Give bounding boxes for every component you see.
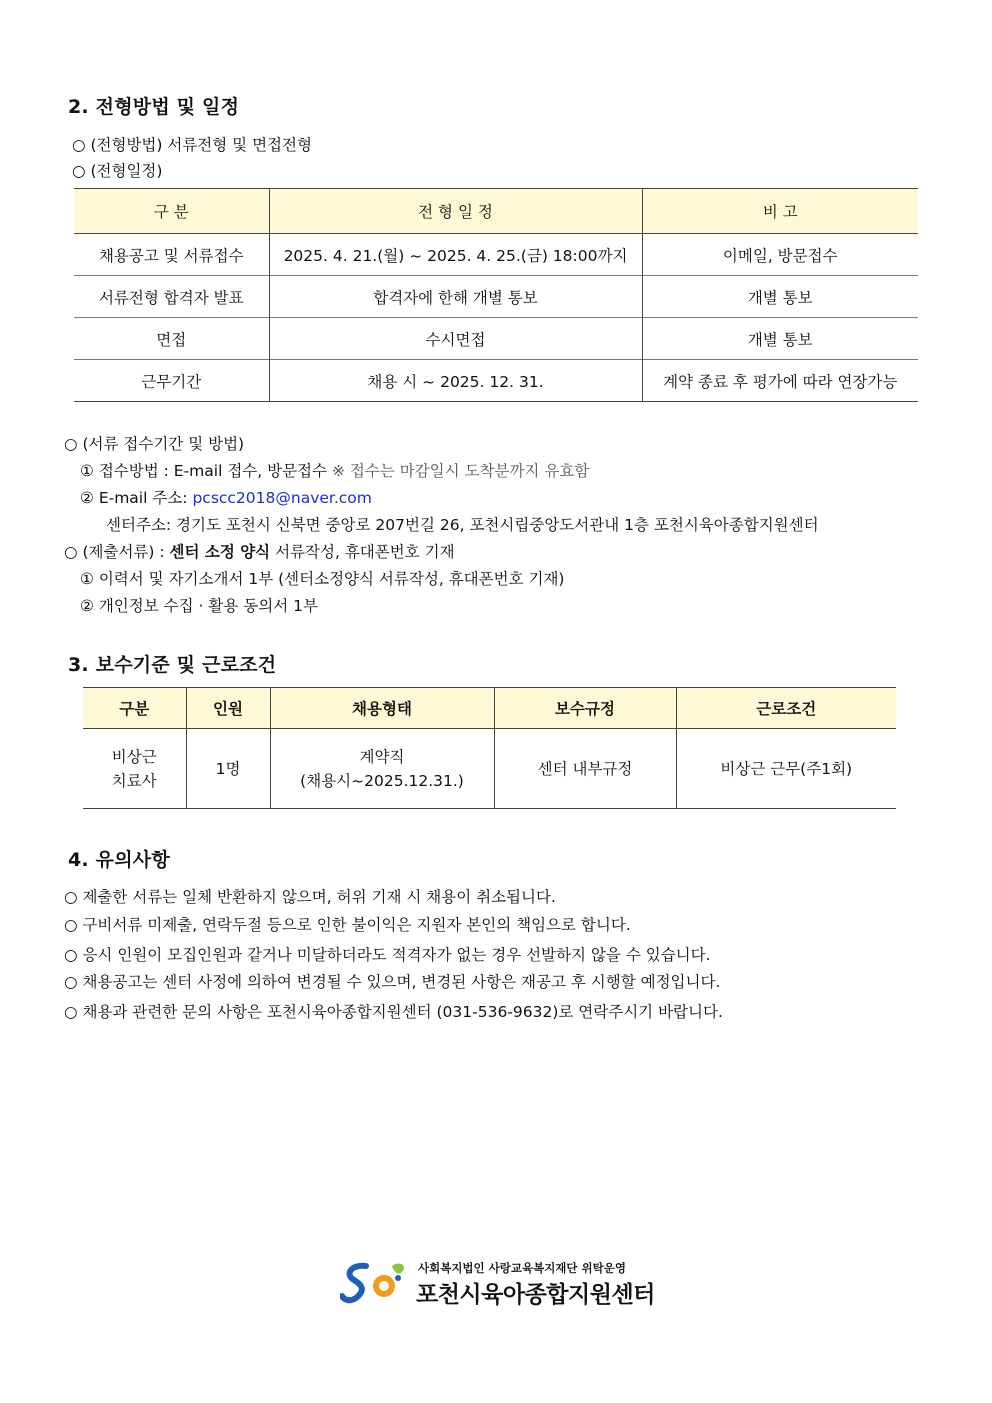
pay-header-count: 인원 [186,688,270,729]
schedule-label: ○ (전형일정) [72,162,163,180]
notice-item: ○ 채용과 관련한 문의 사항은 포천시육아종합지원센터 (031-536-9632)로 연락주시기 바랍니다. [64,1003,723,1021]
schedule-cell: 이메일, 방문접수 [642,234,918,276]
center-logo [340,1258,670,1308]
documents-line [64,540,455,562]
notice-item: ○ 구비서류 미제출, 연락두절 등으로 인한 불이익은 지원자 본인의 책임으로 합니다. [64,916,631,934]
pay-employment-line2: (채용시~2025.12.31.) [300,771,464,790]
application-method-line [80,459,589,481]
table-row [74,318,918,360]
schedule-cell: 개별 통보 [642,318,918,360]
table-row [74,276,918,318]
table-row [74,234,918,276]
notice-item: ○ 응시 인원이 모집인원과 같거나 미달하더라도 적격자가 없는 경우 선발하지 않을 수 있습니다. [64,946,711,964]
email-label: ② E-mail 주소: [80,489,188,507]
pay-cell-pay: 센터 내부규정 [494,729,676,809]
schedule-cell: 합격자에 한해 개별 통보 [269,276,642,318]
section3-title: 3. 보수기준 및 근로조건 [68,654,277,676]
documents-suffix: 서류작성, 휴대폰번호 기재 [270,543,455,561]
email-line [80,486,372,508]
pay-table [83,687,896,809]
documents-bold: 센터 소정 양식 [169,543,271,561]
schedule-cell: 채용공고 및 서류접수 [74,234,269,276]
application-method: ① 접수방법 : E-mail 접수, 방문접수 [80,462,328,480]
logo-mark-icon [340,1258,412,1306]
table-row [74,360,918,402]
logo-subtitle: 사회복지법인 사랑교육복지재단 위탁운영 [418,1261,626,1275]
method-line: ○ (전형방법) 서류전형 및 면접전형 [72,136,312,154]
schedule-cell: 면접 [74,318,269,360]
pay-header-condition: 근로조건 [676,688,896,729]
schedule-cell: 서류전형 합격자 발표 [74,276,269,318]
schedule-table [74,188,918,402]
schedule-header-schedule: 전 형 일 정 [269,189,642,234]
center-address: 센터주소: 경기도 포천시 신북면 중앙로 207번길 26, 포천시립중앙도서관내 1층 포천시육아종합지원센터 [106,516,819,534]
table-row [83,729,896,809]
pay-cell-condition: 비상근 근무(주1회) [676,729,896,809]
pay-cell-count: 1명 [186,729,270,809]
pay-header-row [83,688,896,729]
application-note: ※ 접수는 마감일시 도착분까지 유효함 [331,462,590,480]
logo-org-name: 포천시육아종합지원센터 [416,1282,655,1308]
section4-title: 4. 유의사항 [68,849,170,871]
schedule-cell: 수시면접 [269,318,642,360]
schedule-cell: 채용 시 ~ 2025. 12. 31. [269,360,642,402]
pay-employment-line1: 계약직 [359,747,405,766]
schedule-cell: 2025. 4. 21.(월) ~ 2025. 4. 25.(금) 18:00까지 [269,234,642,276]
application-title: ○ (서류 접수기간 및 방법) [64,435,245,453]
document-item-2: ② 개인정보 수집 · 활용 동의서 1부 [80,597,318,615]
document-item-1: ① 이력서 및 자기소개서 1부 (센터소정양식 서류작성, 휴대폰번호 기재) [80,570,565,588]
schedule-cell: 계약 종료 후 평가에 따라 연장가능 [642,360,918,402]
pay-cell-employment [270,729,494,809]
pay-header-pay: 보수규정 [494,688,676,729]
pay-type-line1: 비상근 [111,747,157,766]
notice-item: ○ 제출한 서류는 일체 반환하지 않으며, 허위 기재 시 채용이 취소됩니다. [64,888,556,906]
pay-header-employment: 채용형태 [270,688,494,729]
schedule-header-row [74,189,918,234]
notice-item: ○ 채용공고는 센터 사정에 의하여 변경될 수 있으며, 변경된 사항은 재공고 후 시행할 예정입니다. [64,973,721,991]
pay-cell-type [83,729,186,809]
schedule-header-remark: 비 고 [642,189,918,234]
documents-prefix: ○ (제출서류) : [64,543,170,561]
email-link[interactable]: pcscc2018@naver.com [192,489,372,507]
schedule-header-category: 구 분 [74,189,269,234]
pay-header-type: 구분 [83,688,186,729]
schedule-cell: 개별 통보 [642,276,918,318]
pay-type-line2: 치료사 [111,771,157,790]
schedule-cell: 근무기간 [74,360,269,402]
section2-title: 2. 전형방법 및 일정 [68,96,240,118]
